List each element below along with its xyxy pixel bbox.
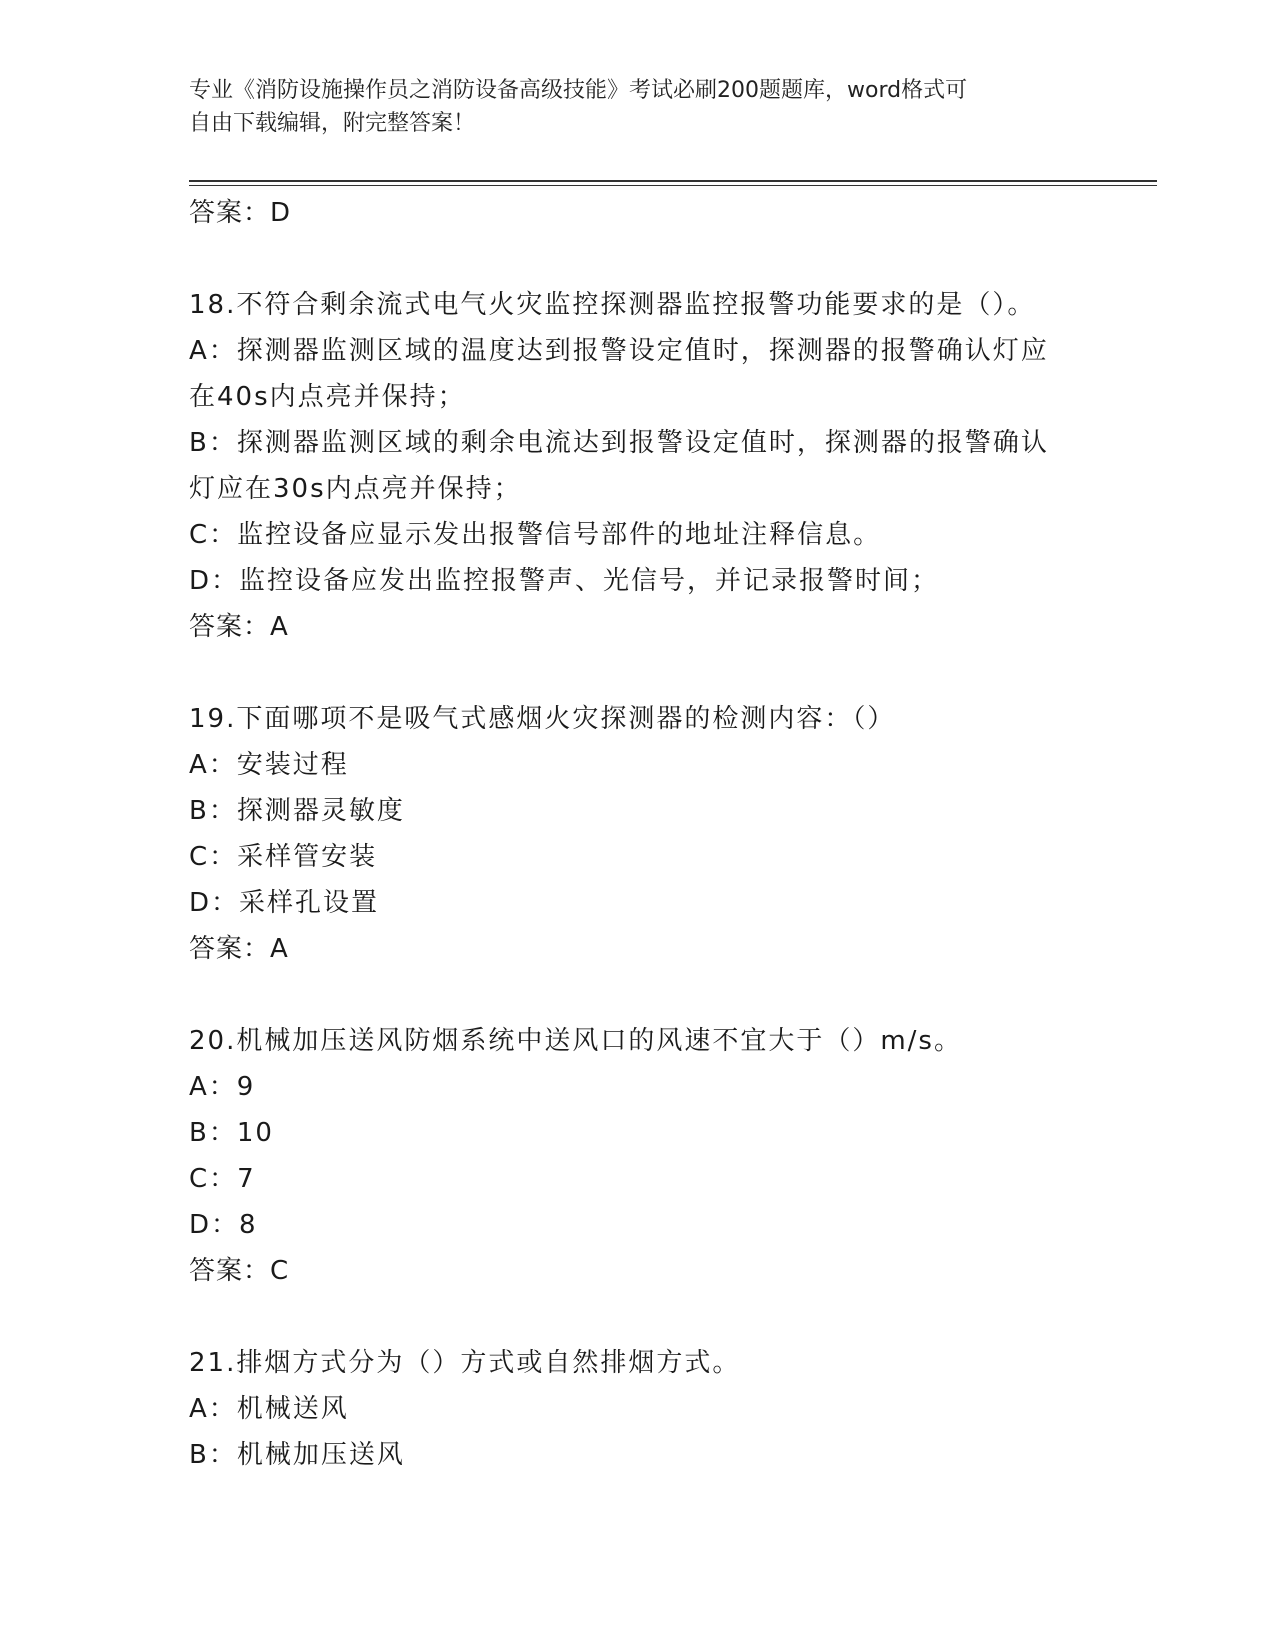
answer-line: 答案：A xyxy=(189,934,289,964)
option-d: D：采样孔设置 xyxy=(189,888,380,918)
question-stem: 21.排烟方式分为（）方式或自然排烟方式。 xyxy=(189,1348,741,1378)
question-21 xyxy=(189,1340,1089,1478)
option-a: A：机械送风 xyxy=(189,1394,349,1424)
option-b: B：探测器灵敏度 xyxy=(189,796,405,826)
question-stem: 18.不符合剩余流式电气火灾监控探测器监控报警功能要求的是（）。 xyxy=(189,290,1036,320)
option-a: A：探测器监测区域的温度达到报警设定值时，探测器的报警确认灯应 xyxy=(189,336,1049,366)
answer-line: 答案：A xyxy=(189,612,289,642)
option-b: B：探测器监测区域的剩余电流达到报警设定值时，探测器的报警确认 xyxy=(189,428,1049,458)
option-c: C：采样管安装 xyxy=(189,842,378,872)
question-20 xyxy=(189,1018,1089,1294)
question-stem: 19.下面哪项不是吸气式感烟火灾探测器的检测内容：（） xyxy=(189,704,896,734)
question-19 xyxy=(189,696,1089,972)
previous-answer: 答案：D xyxy=(189,198,292,228)
header-line-2: 自由下载编辑，附完整答案！ xyxy=(189,111,476,136)
answer-line: 答案：C xyxy=(189,1256,290,1286)
header-divider-thick xyxy=(189,180,1157,182)
header-line-1: 专业《消防设施操作员之消防设备高级技能》考试必刷200题题库，word格式可 xyxy=(189,78,968,103)
option-c: C：7 xyxy=(189,1164,256,1194)
question-stem: 20.机械加压送风防烟系统中送风口的风速不宜大于（）m/s。 xyxy=(189,1026,962,1056)
option-b: B：机械加压送风 xyxy=(189,1440,405,1470)
question-list xyxy=(189,190,1089,1478)
option-a-continued: 在40s内点亮并保持； xyxy=(189,382,466,412)
option-b: B：10 xyxy=(189,1118,274,1148)
option-b-continued: 灯应在30s内点亮并保持； xyxy=(189,474,522,504)
option-a: A：安装过程 xyxy=(189,750,349,780)
document-header xyxy=(189,74,1069,140)
option-d: D：8 xyxy=(189,1210,258,1240)
option-c: C：监控设备应显示发出报警信号部件的地址注释信息。 xyxy=(189,520,882,550)
option-a: A：9 xyxy=(189,1072,256,1102)
option-d: D：监控设备应发出监控报警声、光信号，并记录报警时间； xyxy=(189,566,940,596)
question-18 xyxy=(189,282,1089,650)
header-divider-thin xyxy=(189,185,1157,186)
